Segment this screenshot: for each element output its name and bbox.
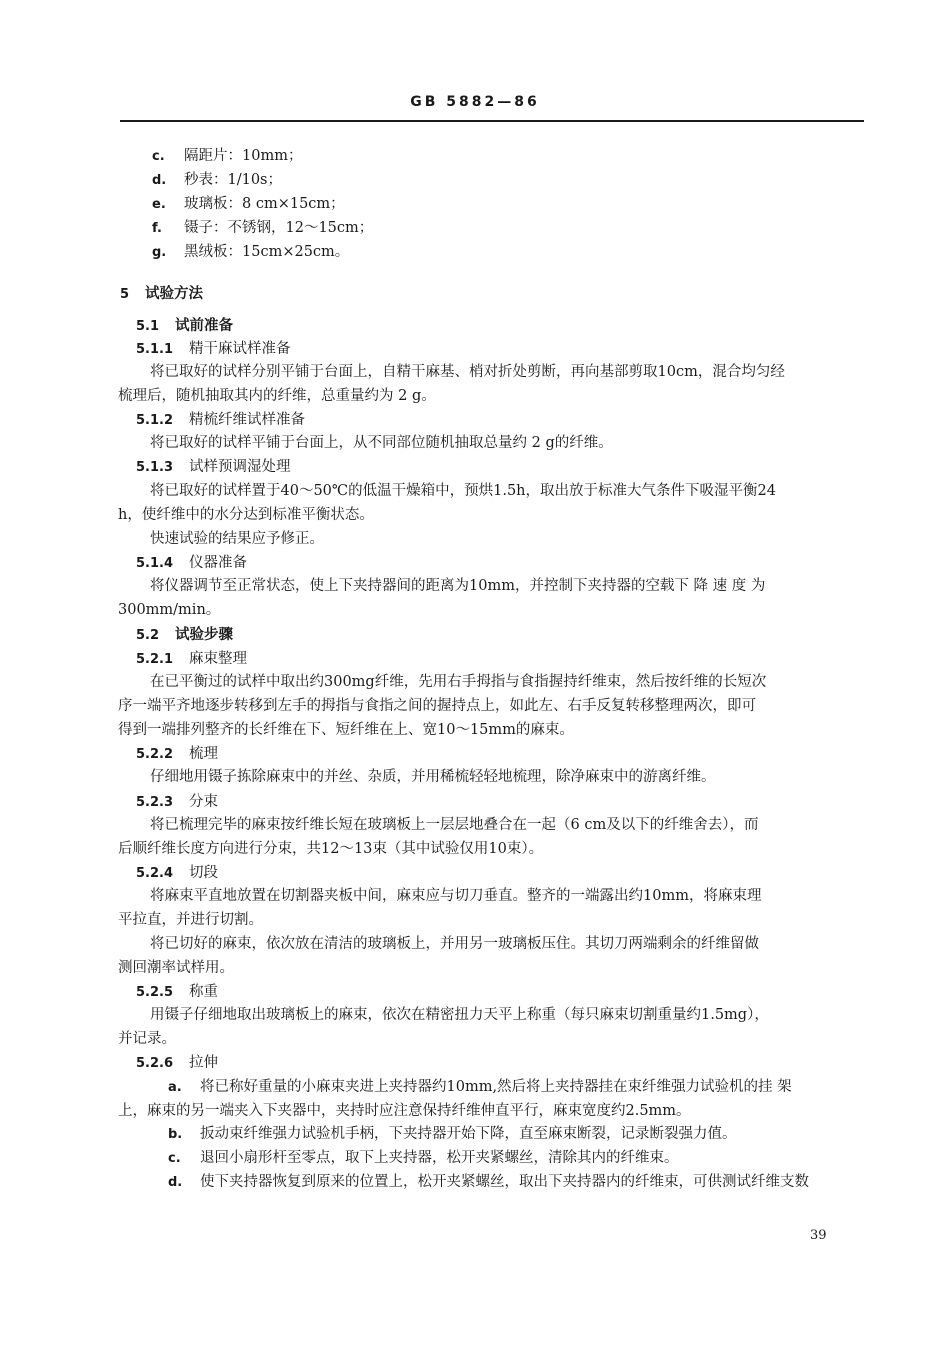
section-title: 精梳纤维试样准备 — [189, 412, 306, 428]
list-text: 隔距片：10mm； — [184, 148, 303, 164]
list-item — [152, 146, 302, 167]
list-item — [152, 170, 282, 191]
list-text: 镊子：不锈钢，12～15cm； — [184, 220, 374, 236]
paragraph-line: 将已取好的试样分别平铺于台面上，自精干麻基、梢对折处剪断，再向基部剪取10cm，混合均匀经 — [150, 364, 785, 380]
section-number: 5.1.1 — [136, 342, 174, 357]
list-text: 黑绒板：15cm×25cm。 — [184, 244, 350, 260]
section-number: 5.2.3 — [136, 795, 174, 810]
paragraph-line: 并记录。 — [118, 1031, 176, 1047]
list-item — [152, 218, 373, 239]
section-heading-5-2-1 — [136, 649, 247, 670]
paragraph-line: 测回潮率试样用。 — [118, 960, 234, 976]
paragraph-line: 上，麻束的另一端夹入下夹器中，夹持时应注意保持纤维伸直平行，麻束宽度约2.5mm。 — [118, 1103, 691, 1119]
paragraph-line: 得到一端排列整齐的长纤维在下、短纤维在上、宽10～15mm的麻束。 — [118, 722, 574, 738]
paragraph-line: 仔细地用镊子拣除麻束中的并丝、杂质，并用稀梳轻轻地梳理，除净麻束中的游离纤维。 — [150, 769, 716, 785]
section-heading-5-2-6 — [136, 1053, 218, 1074]
paragraph-line: h，使纤维中的水分达到标准平衡状态。 — [118, 507, 374, 523]
section-title: 梳理 — [189, 746, 219, 762]
section-number: 5.1.2 — [136, 413, 174, 428]
section-heading-5-1-1 — [136, 339, 291, 360]
list-item — [152, 242, 349, 263]
paragraph-line: 将已取好的试样置于40～50℃的低温干燥箱中，预烘1.5h，取出放于标准大气条件下吸湿平衡24 — [150, 483, 776, 499]
list-text: 扳动束纤维强力试验机手柄，下夹持器开始下降，直至麻束断裂，记录断裂强力值。 — [200, 1126, 737, 1142]
section-title: 麻束整理 — [189, 651, 248, 667]
section-heading-5-2-5 — [136, 982, 218, 1003]
paragraph-line: 将已切好的麻束，依次放在清洁的玻璃板上，并用另一玻璃板压住。其切刀两端剩余的纤维留做 — [150, 936, 759, 952]
paragraph-line: 用镊子仔细地取出玻璃板上的麻束，依次在精密扭力天平上称重（每只麻束切割重量约1.5mg）， — [150, 1007, 769, 1023]
section-title: 切段 — [189, 865, 219, 881]
paragraph-line: 将已梳理完毕的麻束按纤维长短在玻璃板上一层层地叠合在一起（6 cm及以下的纤维舍去），而 — [150, 817, 759, 833]
list-item — [168, 1077, 792, 1098]
section-heading-5-1-2 — [136, 410, 305, 431]
section-number: 5.2.2 — [136, 747, 174, 762]
section-number: 5.2.5 — [136, 985, 174, 1000]
paragraph-line: 后顺纤维长度方向进行分束，共12～13束（其中试验仅用10束）。 — [118, 841, 544, 857]
list-item — [168, 1172, 809, 1193]
section-number: 5.2.4 — [136, 866, 174, 881]
section-number: 5.1 — [136, 319, 160, 334]
list-label: f. — [152, 221, 162, 236]
section-title: 分束 — [189, 794, 219, 810]
list-label: a. — [168, 1080, 182, 1095]
header-rule — [120, 120, 864, 122]
section-title: 试样预调湿处理 — [189, 459, 291, 475]
section-title: 称重 — [189, 984, 219, 1000]
paragraph-line: 将已取好的试样平铺于台面上，从不同部位随机抽取总量约 2 g的纤维。 — [150, 435, 613, 451]
paragraph-line: 在已平衡过的试样中取出约300mg纤维，先用右手拇指与食指握持纤维束，然后按纤维的长短次 — [150, 674, 767, 690]
section-heading-5-1-3 — [136, 457, 291, 478]
section-number: 5 — [120, 287, 130, 302]
paragraph-line: 将仪器调节至正常状态，使上下夹持器间的距离为10mm，并控制下夹持器的空载下 降 速 度 为 — [150, 578, 766, 594]
list-label: c. — [152, 149, 165, 164]
section-heading-5-2-3 — [136, 792, 218, 813]
list-text: 玻璃板：8 cm×15cm； — [184, 196, 345, 212]
list-text: 秒表：1/10s； — [184, 172, 283, 188]
section-heading-5-2 — [136, 625, 233, 646]
list-label: g. — [152, 245, 167, 260]
section-number: 5.1.3 — [136, 460, 174, 475]
list-label: c. — [168, 1151, 181, 1166]
section-number: 5.2 — [136, 628, 160, 643]
paragraph-line: 平拉直，并进行切割。 — [118, 912, 263, 928]
paragraph-line: 序一端平齐地逐步转移到左手的拇指与食指之间的握持点上，如此左、右手反复转移整理两次，即可 — [118, 698, 756, 714]
section-title: 试验步骤 — [175, 626, 234, 643]
section-number: 5.2.1 — [136, 652, 174, 667]
paragraph-line: 将麻束平直地放置在切割器夹板中间，麻束应与切刀垂直。整齐的一端露出约10mm，将麻束理 — [150, 888, 762, 904]
page-number: 39 — [810, 1228, 827, 1243]
list-label: d. — [168, 1175, 183, 1190]
list-item — [152, 194, 345, 215]
list-text: 将已称好重量的小麻束夹进上夹持器约10mm,然后将上夹持器挂在束纤维强力试验机的挂 架 — [200, 1079, 792, 1095]
list-text: 使下夹持器恢复到原来的位置上，松开夹紧螺丝，取出下夹持器内的纤维束，可供测试纤维支数 — [200, 1174, 809, 1190]
section-title: 仪器准备 — [189, 555, 248, 571]
document-header-code: GB 5882—86 — [410, 94, 540, 110]
section-heading-5-2-4 — [136, 863, 218, 884]
paragraph-line: 300mm/min。 — [118, 602, 221, 618]
section-title: 精干麻试样准备 — [189, 341, 291, 357]
list-item — [168, 1124, 737, 1145]
section-title: 试前准备 — [175, 317, 234, 334]
section-number: 5.1.4 — [136, 556, 174, 571]
section-heading-5-2-2 — [136, 744, 218, 765]
section-heading-5-1 — [136, 316, 233, 337]
section-heading-5 — [120, 284, 203, 305]
paragraph-line: 梳理后，随机抽取其内的纤维，总重量约为 2 g。 — [118, 388, 436, 404]
section-number: 5.2.6 — [136, 1056, 174, 1071]
list-label: e. — [152, 197, 166, 212]
paragraph-line: 快速试验的结果应予修正。 — [150, 531, 324, 547]
list-text: 退回小扇形杆至零点，取下上夹持器，松开夹紧螺丝，清除其内的纤维束。 — [200, 1150, 679, 1166]
list-item — [168, 1148, 679, 1169]
list-label: b. — [168, 1127, 183, 1142]
section-title: 拉伸 — [189, 1055, 219, 1071]
section-title: 试验方法 — [145, 285, 204, 302]
section-heading-5-1-4 — [136, 553, 247, 574]
list-label: d. — [152, 173, 167, 188]
